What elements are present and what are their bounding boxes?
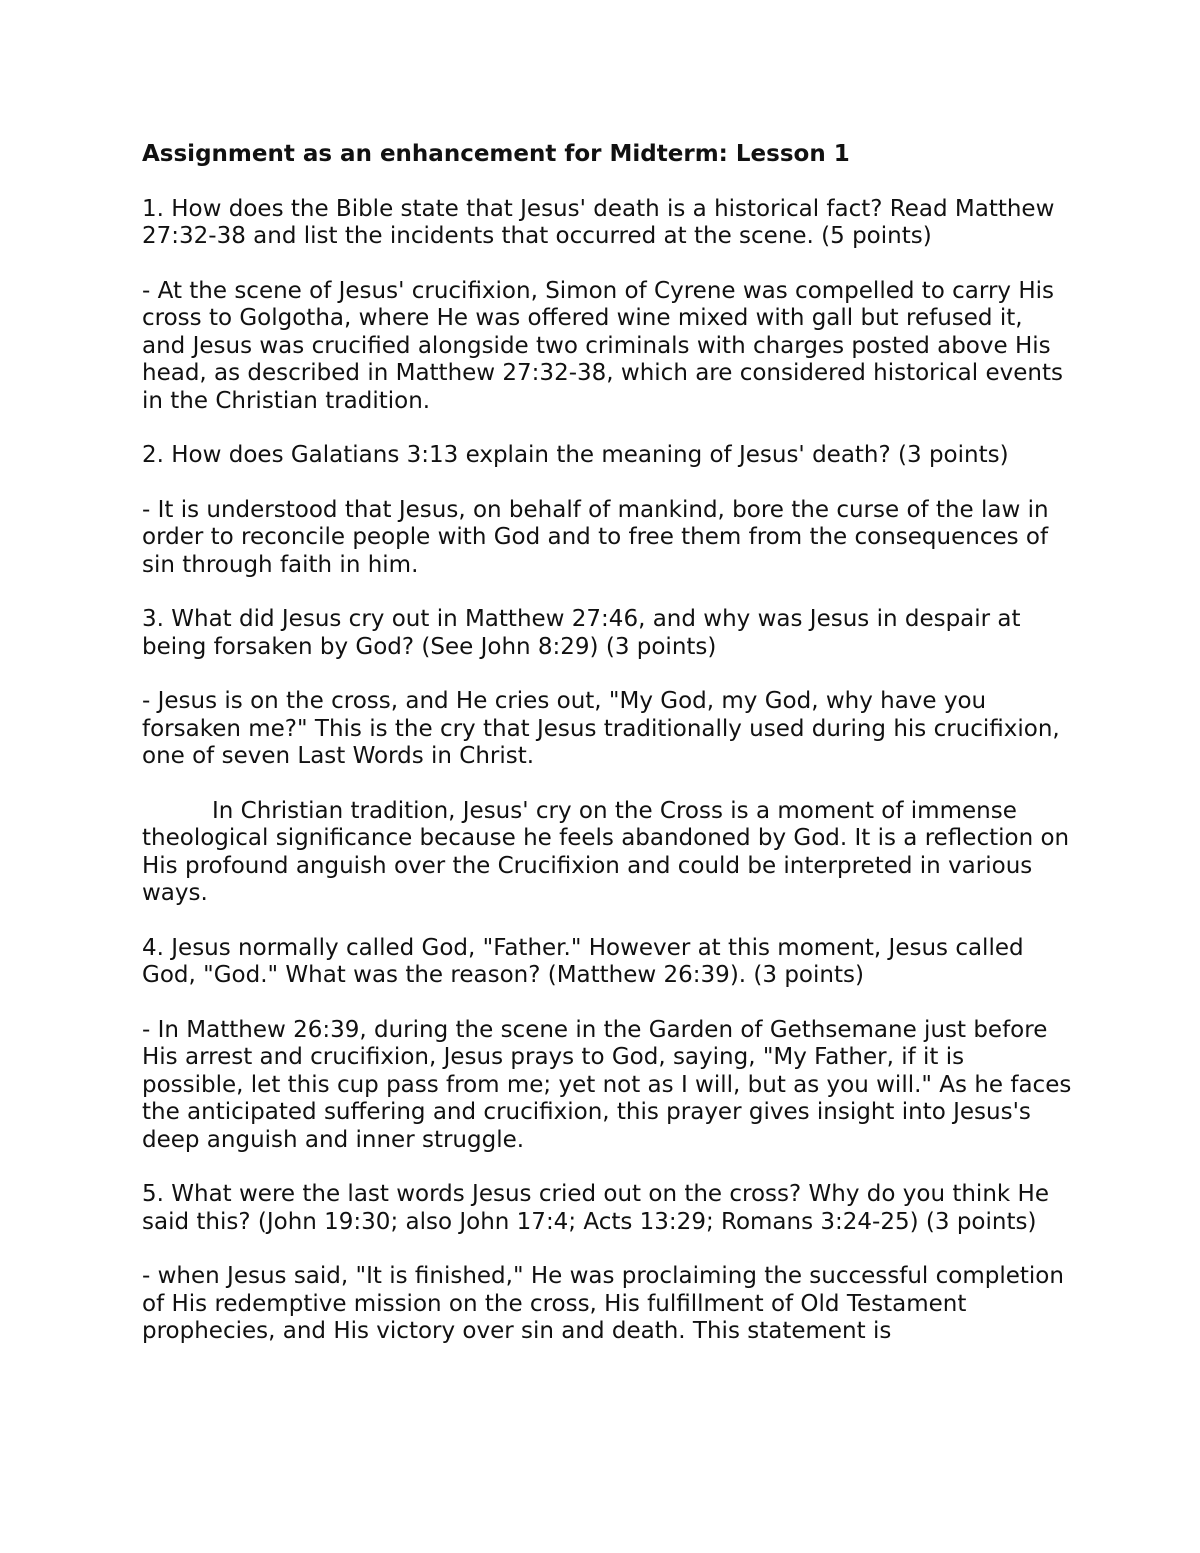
question-3: 3. What did Jesus cry out in Matthew 27:46, and why was Jesus in despair at being forsaken by God? (See John 8:29) (3 points) — [142, 606, 1021, 660]
question-4: 4. Jesus normally called God, "Father." However at this moment, Jesus called God, "God." What was the reason? (Matthew 26:39). (3 points) — [142, 934, 1024, 988]
question-2: 2. How does Galatians 3:13 explain the meaning of Jesus' death? (3 points) — [142, 442, 1009, 468]
answer-5: - when Jesus said, "It is finished," He was proclaiming the successful completion of His redemptive mission on the cross, His fulfillment of Old Testament prophecies, and His victory over sin and death. This statement is — [142, 1263, 1064, 1344]
answer-3: - Jesus is on the cross, and He cries out, "My God, my God, why have you forsaken me?" This is the cry that Jesus traditionally used during his crucifixion, one of seven Last Words in Christ. — [142, 688, 1060, 769]
document-title: Assignment as an enhancement for Midterm: Lesson 1 — [142, 141, 850, 167]
answer-3-continued: In Christian tradition, Jesus' cry on the Cross is a moment of immense theological significance because he feels abandoned by God. It is a reflection on His profound anguish over the Crucifixion and could be interpreted in various ways. — [142, 797, 1070, 906]
answer-1: - At the scene of Jesus' crucifixion, Simon of Cyrene was compelled to carry His cross to Golgotha, where He was offered wine mixed with gall but refused it, and Jesus was crucified alongside two criminals with charges posted above His head, as described in Matthew 27:32-38, which are considered historical events in the Christian tradition. — [142, 277, 1063, 414]
answer-4: - In Matthew 26:39, during the scene in the Garden of Gethsemane just before His arrest and crucifixion, Jesus prays to God, saying, "My Father, if it is possible, let this cup pass from me; yet not as I will, but as you will." As he faces the anticipated suffering and crucifixion, this prayer gives insight into Jesus's deep anguish and inner struggle. — [142, 1016, 1072, 1153]
answer-2: - It is understood that Jesus, on behalf of mankind, bore the curse of the law in order to reconcile people with God and to free them from the consequences of sin through faith in him. — [142, 496, 1049, 578]
document-page — [142, 141, 1072, 1346]
question-1: 1. How does the Bible state that Jesus' death is a historical fact? Read Matthew 27:32-38 and list the incidents that occurred at the scene. (5 points) — [142, 195, 1055, 249]
question-5: 5. What were the last words Jesus cried out on the cross? Why do you think He said this? (John 19:30; also John 17:4; Acts 13:29; Romans 3:24-25) (3 points) — [142, 1181, 1049, 1235]
